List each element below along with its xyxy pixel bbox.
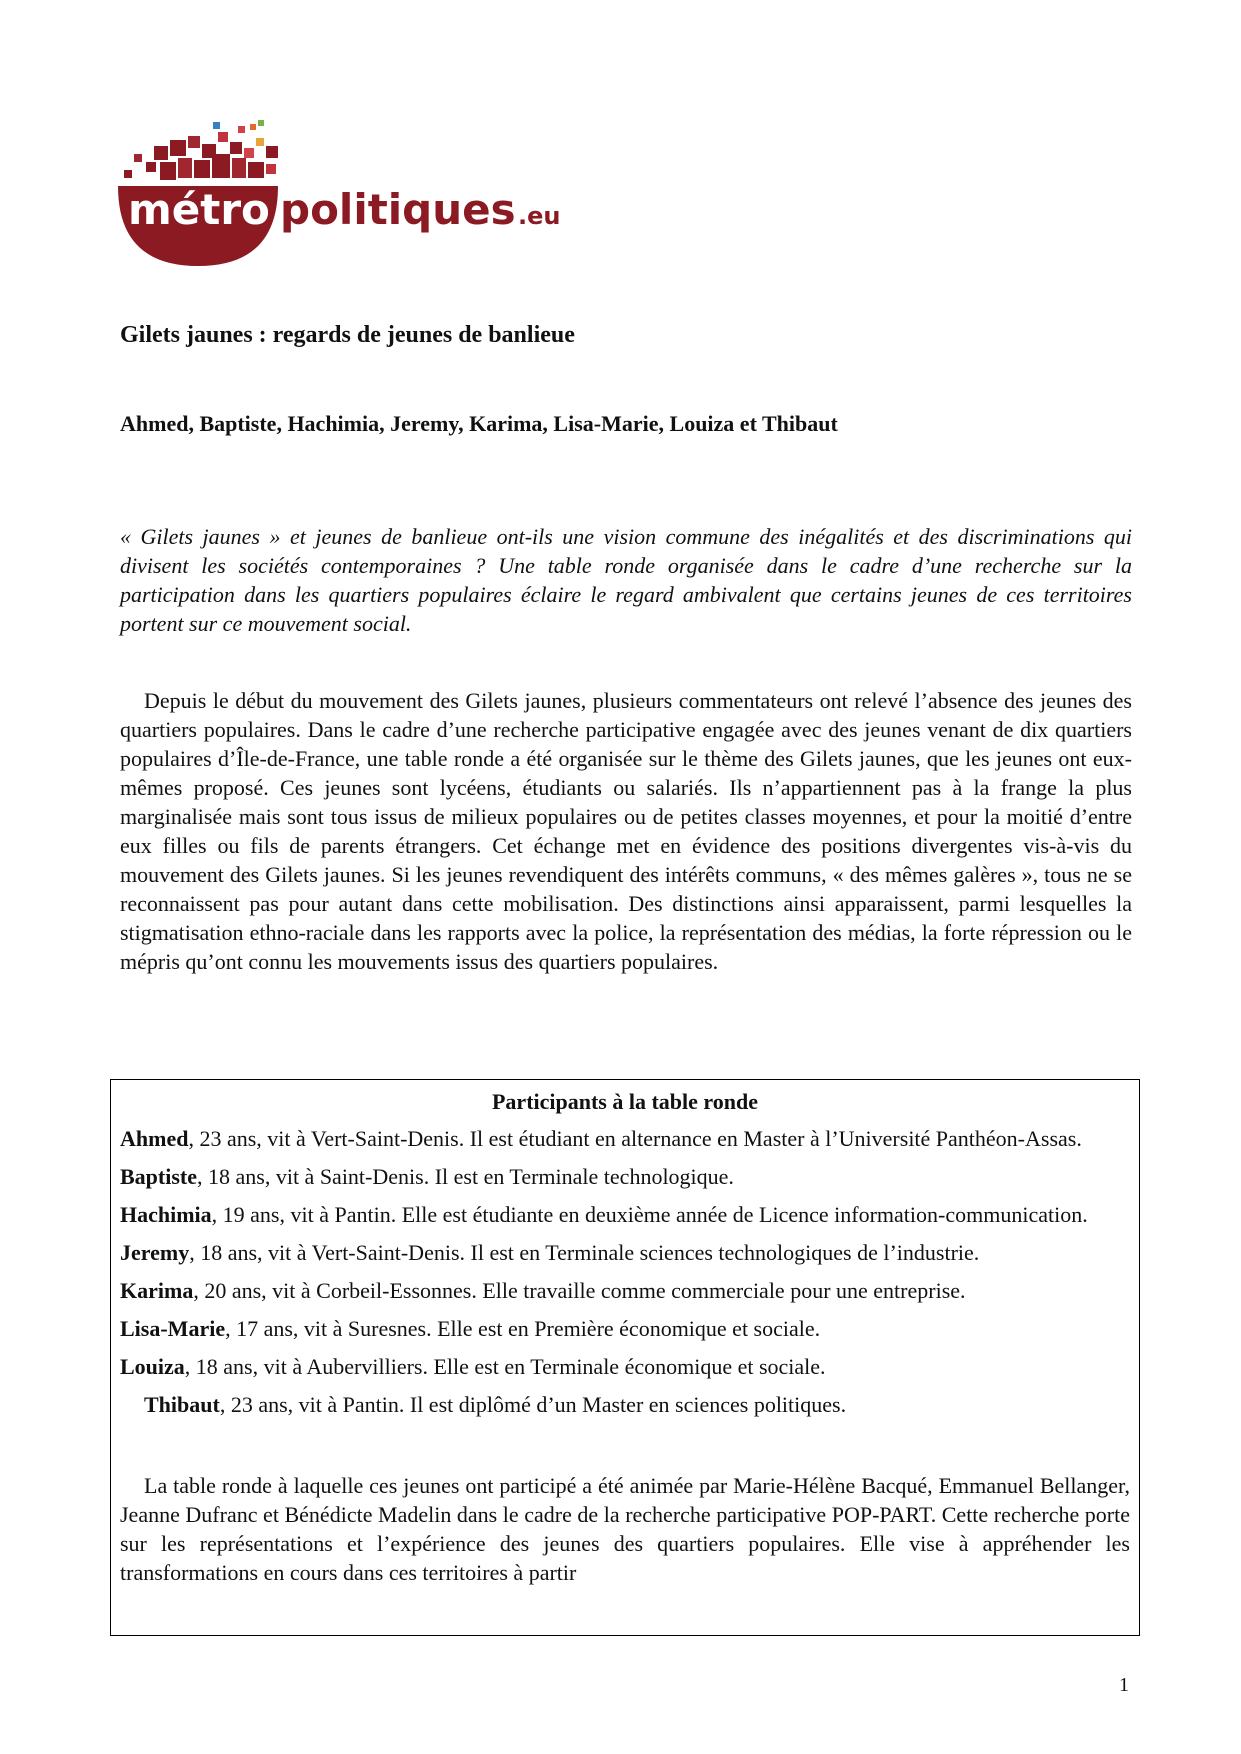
participants-box-title: Participants à la table ronde (491, 1089, 759, 1114)
logo-graphic (118, 118, 588, 278)
participant-name: Karima (120, 1278, 194, 1303)
participants-box (110, 1079, 1140, 1636)
participant-desc: , 18 ans, vit à Saint-Denis. Il est en Terminale technologique. (197, 1164, 734, 1189)
participant-item (120, 1314, 1130, 1343)
article-abstract: « Gilets jaunes » et jeunes de banlieue ont-ils une vision commune des inégalités et des discriminations qui divisent les sociétés contemporaines ? Une table ronde organisée dans le cadre d’une recherche sur la participation dans les quartiers populaires éclaire le regard ambivalent que certains jeunes de ces territoires portent sur ce mouvement social. (120, 524, 1132, 636)
participant-name: Baptiste (120, 1164, 197, 1189)
participant-name: Lisa-Marie (120, 1316, 226, 1341)
article-authors: Ahmed, Baptiste, Hachimia, Jeremy, Karima, Lisa-Marie, Louiza et Thibaut (120, 411, 838, 436)
participant-name: Jeremy (120, 1240, 190, 1265)
participants-list (120, 1124, 1130, 1419)
participant-item (120, 1390, 1130, 1419)
city-pixels-icon (124, 120, 278, 180)
participant-desc: , 18 ans, vit à Aubervilliers. Elle est en Terminale économique et sociale. (184, 1354, 826, 1379)
logo-text-politiques: politiques (280, 185, 516, 234)
participant-desc: , 17 ans, vit à Suresnes. Elle est en Première économique et sociale. (225, 1316, 821, 1341)
participants-box-paragraph: La table ronde à laquelle ces jeunes ont participé a été animée par Marie-Hélène Bacqué, Emmanuel Bellanger, Jeanne Dufranc et Bénédicte Madelin dans le cadre de la recherche participative POP-PART. Cette recherche porte sur les représentations et l’expérience des jeunes des quartiers populaires. Elle vise à appréhender les transformations en cours dans ces territoires à partir (120, 1473, 1130, 1585)
participant-name: Louiza (120, 1354, 185, 1379)
participant-name: Ahmed (120, 1126, 189, 1151)
participant-desc: , 19 ans, vit à Pantin. Elle est étudiante en deuxième année de Licence information-communication. (211, 1202, 1088, 1227)
participant-item (120, 1352, 1130, 1381)
participant-item (120, 1124, 1130, 1153)
metropolitiques-logo (118, 118, 588, 278)
participant-item (120, 1200, 1130, 1229)
article-body-paragraph: Depuis le début du mouvement des Gilets jaunes, plusieurs commentateurs ont relevé l’absence des jeunes des quartiers populaires. Dans le cadre d’une recherche participative engagée avec des jeunes venant de dix quartiers populaires d’Île-de-France, une table ronde a été organisée sur le thème des Gilets jaunes, que les jeunes ont eux-mêmes proposé. Ces jeunes sont lycéens, étudiants ou salariés. Ils n’appartiennent pas à la frange la plus marginalisée mais sont tous issus de milieux populaires ou de petites classes moyennes, et pour la moitié d’entre eux filles ou fils de parents étrangers. Cet échange met en évidence des positions divergentes vis-à-vis du mouvement des Gilets jaunes. Si les jeunes revendiquent des intérêts communs, « des mêmes galères », tous ne se reconnaissent pas pour autant dans cette mobilisation. Des distinctions ainsi apparaissent, parmi lesquelles la stigmatisation ethno-raciale dans les rapports avec la police, la représentation des médias, la forte répression ou le mépris qu’ont connu les mouvements issus des quartiers populaires. (120, 688, 1132, 974)
article-title: Gilets jaunes : regards de jeunes de banlieue (120, 322, 575, 348)
participant-desc: , 18 ans, vit à Vert-Saint-Denis. Il est en Terminale sciences technologiques de l’industrie. (189, 1240, 980, 1265)
participant-item (120, 1162, 1130, 1191)
logo-text-metro: métro (128, 185, 270, 234)
participant-desc: , 20 ans, vit à Corbeil-Essonnes. Elle travaille comme commerciale pour une entreprise. (193, 1278, 966, 1303)
participant-name: Hachimia (120, 1202, 212, 1227)
participant-desc: , 23 ans, vit à Vert-Saint-Denis. Il est étudiant en alternance en Master à l’Université Panthéon-Assas. (188, 1126, 1082, 1151)
participant-item (120, 1276, 1130, 1305)
page-number: 1 (1119, 1674, 1129, 1696)
participant-desc: , 23 ans, vit à Pantin. Il est diplômé d’un Master en sciences politiques. (219, 1392, 847, 1417)
logo-text-suffix: .eu (518, 202, 561, 230)
participant-name: Thibaut (144, 1392, 220, 1417)
participant-item (120, 1238, 1130, 1267)
